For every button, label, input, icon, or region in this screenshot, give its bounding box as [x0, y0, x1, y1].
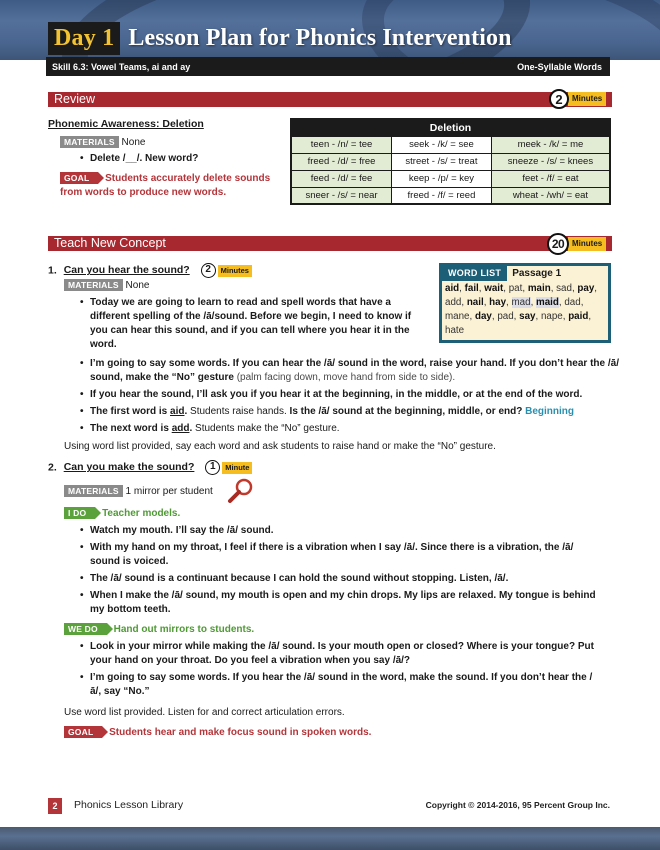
- step1-bullets-a: [80, 296, 430, 355]
- table-cell: feet - /f/ = eat: [491, 170, 610, 187]
- table-cell: meek - /k/ = me: [491, 136, 610, 153]
- word-list-word: pad: [497, 311, 514, 322]
- word-list-word: hay: [489, 297, 507, 308]
- word-list-word: maid: [536, 297, 559, 308]
- minutes-circle: 2: [201, 263, 216, 278]
- ido-tag: I DO: [64, 507, 95, 519]
- materials-tag: MATERIALS: [64, 485, 123, 497]
- example-word: add: [171, 423, 190, 434]
- page-title: [48, 22, 512, 55]
- review-minutes-badge: [549, 89, 606, 109]
- wedo-bullet: • I’m going to say some words. If you hear the /ā/ sound in the word, make the sound. If you don’t hear the /ā/, say “No.”: [80, 671, 600, 699]
- title-text: Lesson Plan for Phonics Intervention: [128, 25, 512, 51]
- ido-bullet: • Watch my mouth. I’ll say the /ā/ sound.: [80, 524, 600, 538]
- step2-note: Use word list provided. Listen for and correct articulation errors.: [64, 707, 345, 718]
- word-list-word: aid: [445, 283, 460, 294]
- skill-bar: [46, 57, 610, 76]
- word-list-word: wait: [484, 283, 504, 294]
- teach-section-bar: [48, 236, 612, 251]
- goal-text: Students accurately delete sounds from words to produce new words.: [60, 173, 271, 198]
- skill-label: Skill 6.3: Vowel Teams, ai and ay: [52, 61, 191, 72]
- teach-minutes-badge: [547, 233, 606, 255]
- word-list-word: mane: [445, 311, 470, 322]
- library-name: Phonics Lesson Library: [74, 799, 184, 811]
- bullet-aside: Students make the “No” gesture.: [192, 423, 340, 434]
- minutes-circle: 1: [205, 460, 220, 475]
- table-cell: feed - /d/ = fee: [291, 170, 392, 187]
- mirror-icon: [226, 478, 254, 504]
- table-cell: wheat - /wh/ = eat: [491, 187, 610, 204]
- review-bullets: [80, 152, 198, 169]
- table-cell: seek - /k/ = see: [392, 136, 492, 153]
- wedo-bullet: • Look in your mirror while making the /ā/ sound. Is your mouth open or closed? Where is your tongue? Put your hand on your throat. Do you feel a vibration when you say /ā/?: [80, 640, 600, 668]
- bullet-text: .: [189, 423, 193, 434]
- step1-bullet: • If you hear the sound, I’ll ask you if you hear it at the beginning, in the middle, or at the end of the word.: [80, 388, 620, 402]
- goal-text: Students hear and make focus sound in spoken words.: [109, 727, 372, 738]
- page-number: 2: [48, 798, 62, 814]
- ido-bullet: • The /ā/ sound is a continuant because I can hold the sound without stopping. Listen, /ā/.: [80, 572, 600, 586]
- copyright: Copyright © 2014-2016, 95 Percent Group Inc.: [425, 800, 610, 810]
- materials-value: None: [121, 137, 146, 148]
- bullet-text: The first word is: [90, 406, 171, 417]
- table-row: [291, 170, 610, 187]
- deletion-table: [290, 118, 611, 205]
- ido-bullet: • With my hand on my throat, I feel if there is a vibration when I say /ā/. Since there is a vibration, the /ā/ sound is voiced.: [80, 541, 600, 569]
- step1-bullet: [80, 422, 620, 436]
- step2-materials: [64, 485, 213, 500]
- step1-materials: [64, 279, 149, 294]
- wedo-row: [64, 623, 254, 638]
- minutes-circle: 20: [547, 233, 569, 255]
- example-word: aid: [170, 406, 185, 417]
- step1-note: Using word list provided, say each word and ask students to raise hand or make the “No” gesture.: [64, 441, 496, 452]
- word-type-label: One-Syllable Words: [517, 61, 602, 72]
- table-row: [291, 136, 610, 153]
- goal-tag: GOAL: [64, 726, 102, 738]
- bullet-text: .: [184, 406, 191, 417]
- word-list-word: say: [519, 311, 536, 322]
- word-list-header: [442, 266, 608, 281]
- materials-value: None: [125, 280, 150, 291]
- table-cell: teen - /n/ = tee: [291, 136, 392, 153]
- word-list-word: add: [445, 297, 462, 308]
- bullet-text: I’m going to say some words. If you can hear the /ā/ sound in the word, raise your hand. If you don’t hear the /ā/ sound, make the “No” gesture: [90, 358, 619, 383]
- minutes-label: Minutes: [568, 237, 606, 251]
- table-cell: street - /s/ = treat: [392, 153, 492, 170]
- minutes-circle: 2: [549, 89, 569, 109]
- step2-heading: [48, 460, 252, 475]
- materials-tag: MATERIALS: [60, 136, 119, 148]
- bullet-aside: (palm facing down, move hand from side to side).: [233, 372, 456, 383]
- step2-goal: [64, 726, 371, 741]
- word-list-word: dad: [564, 297, 581, 308]
- word-list-word: mad: [511, 297, 531, 308]
- goal-tag: GOAL: [60, 172, 98, 184]
- word-list-words: aid, fail, wait, pat, main, sad, pay, add, nail, hay, mad, maid, dad, mane, day, pad, say, nape, paid, hate: [445, 283, 598, 336]
- materials-tag: MATERIALS: [64, 279, 123, 291]
- step2-number: 2.: [48, 461, 57, 474]
- minutes-label: Minute: [222, 462, 252, 474]
- table-cell: freed - /f/ = reed: [392, 187, 492, 204]
- deletion-table-header: Deletion: [291, 119, 610, 136]
- word-list-word: nape: [540, 311, 563, 322]
- table-cell: sneeze - /s/ = knees: [491, 153, 610, 170]
- word-list-word: sad: [556, 283, 572, 294]
- ido-text: Teacher models.: [102, 508, 181, 519]
- step1-title: Can you hear the sound?: [63, 264, 190, 277]
- word-list-word: fail: [464, 283, 479, 294]
- review-section-bar: [48, 92, 612, 107]
- review-title: Review: [54, 92, 95, 106]
- table-cell: keep - /p/ = key: [392, 170, 492, 187]
- ido-bullet: • When I make the /ā/ sound, my mouth is open and my chin drops. My lips are relaxed. My tongue is behind my bottom teeth.: [80, 589, 600, 617]
- word-list-word: pat: [508, 283, 523, 294]
- review-subheading: Phonemic Awareness: Deletion: [48, 118, 204, 130]
- wedo-text: Hand out mirrors to students.: [113, 624, 255, 635]
- footer-band: [0, 827, 660, 850]
- day-badge: Day 1: [48, 22, 120, 55]
- review-goal: [60, 172, 285, 200]
- word-list-passage: Passage 1: [507, 266, 561, 281]
- ido-row: [64, 507, 180, 522]
- review-bullet: • Delete /__/. New word?: [80, 152, 198, 166]
- step1-number: 1.: [48, 264, 57, 277]
- review-materials: [60, 136, 145, 151]
- table-cell: freed - /d/ = free: [291, 153, 392, 170]
- teach-title: Teach New Concept: [54, 236, 166, 250]
- word-list-word: main: [527, 283, 551, 294]
- answer-text: Beginning: [525, 406, 575, 417]
- word-list-word: nail: [466, 297, 484, 308]
- step1-minutes-badge: [201, 263, 252, 278]
- table-row: [291, 153, 610, 170]
- wedo-tag: WE DO: [64, 623, 107, 635]
- wedo-bullets: [80, 640, 600, 702]
- minutes-label: Minutes: [568, 92, 606, 106]
- word-list-word: day: [474, 311, 492, 322]
- ido-bullets: [80, 524, 600, 620]
- step1-bullet: [80, 357, 620, 385]
- bullet-aside: Students raise hands.: [190, 406, 290, 417]
- minutes-label: Minutes: [218, 265, 252, 277]
- step1-bullets-b: [80, 357, 620, 439]
- word-list-box: [439, 263, 611, 343]
- table-row: [291, 187, 610, 204]
- word-list-tab: WORD LIST: [442, 266, 507, 281]
- bullet-text: Is the /ā/ sound at the beginning, middle, or end?: [289, 406, 526, 417]
- bullet-text: The next word is: [90, 423, 172, 434]
- materials-value: 1 mirror per student: [125, 486, 213, 497]
- step1-bullet: [80, 405, 620, 419]
- step2-title: Can you make the sound?: [63, 461, 195, 474]
- word-list-word: paid: [568, 311, 589, 322]
- table-cell: sneer - /s/ = near: [291, 187, 392, 204]
- word-list-word: hate: [445, 325, 465, 336]
- step1-bullet: • Today we are going to learn to read and spell words that have a different spelling of the /ā/sound. Before we begin, I need to know if you can hear this sound, and if you can tell where you hear it in the word.: [80, 296, 430, 352]
- step1-heading: [48, 263, 252, 278]
- step2-minutes-badge: [205, 460, 252, 475]
- word-list-word: pay: [577, 283, 595, 294]
